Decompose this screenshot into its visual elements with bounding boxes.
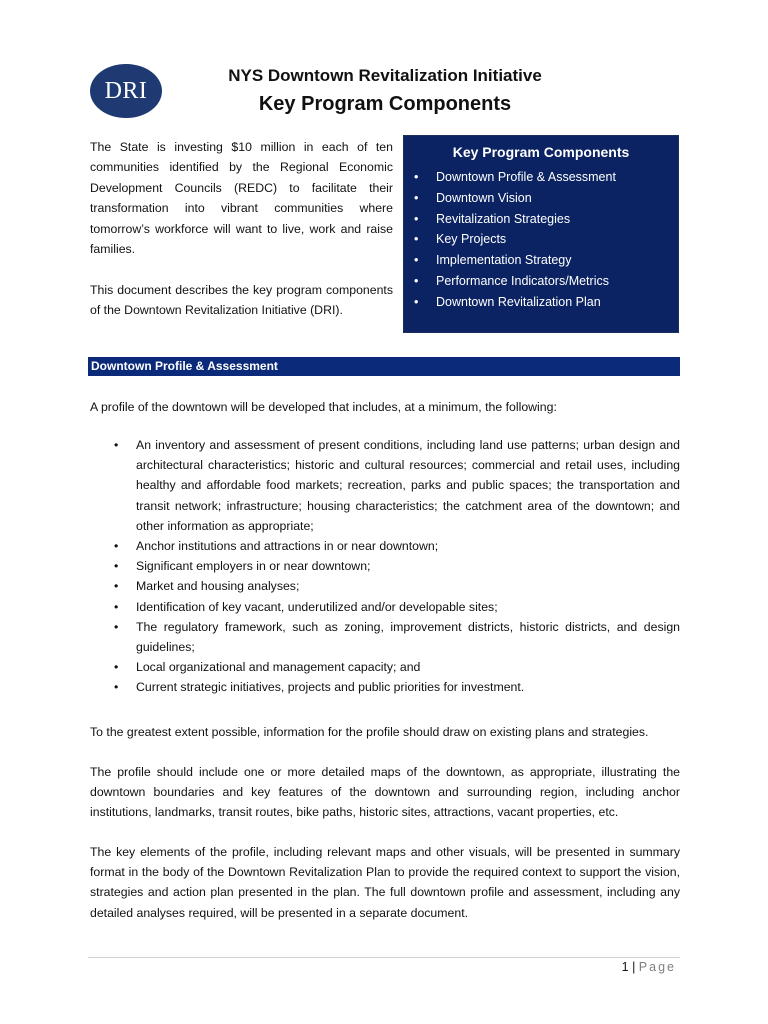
- key-component-item: • Downtown Vision: [404, 188, 678, 209]
- bullet-item: • Anchor institutions and attractions in or near downtown;: [90, 536, 680, 556]
- section-lead: A profile of the downtown will be developed that includes, at a minimum, the following:: [90, 400, 557, 414]
- key-component-item: • Performance Indicators/Metrics: [404, 271, 678, 292]
- intro-paragraph-1: The State is investing $10 million in each of ten communities identified by the Regional Economic Development Councils (REDC) to facilitate their transformation into vibrant communities where tomorrow’s workforce will want to live, work and raise families.: [90, 140, 393, 257]
- key-components-title: Key Program Components: [452, 144, 630, 160]
- section-heading: Downtown Profile & Assessment: [88, 357, 680, 376]
- paragraph-maps: The profile should include one or more detailed maps of the downtown, as appropriate, illustrating the downtown boundaries and key features of the downtown and surrounding region, including anchor institutions, landmarks, transit routes, bike paths, historic sites, attractions, vacant properties, etc.: [90, 765, 680, 820]
- bullet-item: • Local organizational and management capacity; and: [90, 657, 680, 677]
- dri-logo: [90, 64, 162, 118]
- intro-text: [90, 137, 393, 341]
- page-number: 1: [621, 960, 629, 974]
- footer-divider: [88, 957, 680, 958]
- bullet-item: • The regulatory framework, such as zoning, improvement districts, historic districts, and design guidelines;: [90, 617, 680, 657]
- bullet-item: • Market and housing analyses;: [90, 576, 680, 596]
- intro-paragraph-2: This document describes the key program components of the Downtown Revitalization Initiative (DRI).: [90, 282, 393, 318]
- key-components-list: [404, 167, 678, 313]
- paragraph-key-elements: The key elements of the profile, including relevant maps and other visuals, will be presented in summary format in the body of the Downtown Revitalization Plan to provide the required context to support the vision, strategies and action plan presented in the plan. The full downtown profile and assessment, including any detailed analyses required, will be presented in a separate document.: [90, 845, 680, 920]
- key-components-box: [403, 135, 679, 333]
- bullet-item: • An inventory and assessment of present conditions, including land use patterns; urban design and architectural characteristics; historic and cultural resources; commercial and retail uses, including healthy and affordable food markets; recreation, parks and public spaces; the transportation and transit network; infrastructure; housing characteristics; the catchment area of the downtown; and other information as appropriate;: [90, 435, 680, 536]
- page-label: Page: [638, 960, 676, 974]
- key-component-item: • Implementation Strategy: [404, 250, 678, 271]
- logo-text: DRI: [104, 77, 148, 104]
- bullet-item: • Identification of key vacant, underutilized and/or developable sites;: [90, 597, 680, 617]
- key-component-item: • Downtown Profile & Assessment: [404, 167, 678, 188]
- page-separator: |: [632, 960, 636, 974]
- profile-bullet-list: [90, 435, 680, 698]
- paragraph-existing-plans: To the greatest extent possible, information for the profile should draw on existing plans and strategies.: [90, 725, 649, 739]
- key-component-item: • Key Projects: [404, 229, 678, 250]
- key-component-item: • Downtown Revitalization Plan: [404, 292, 678, 313]
- page-footer: [622, 960, 676, 974]
- key-component-item: • Revitalization Strategies: [404, 209, 678, 230]
- document-subtitle: Key Program Components: [258, 93, 512, 115]
- bullet-item: • Significant employers in or near downtown;: [90, 556, 680, 576]
- bullet-item: • Current strategic initiatives, projects and public priorities for investment.: [90, 677, 680, 697]
- document-title: NYS Downtown Revitalization Initiative: [228, 66, 542, 85]
